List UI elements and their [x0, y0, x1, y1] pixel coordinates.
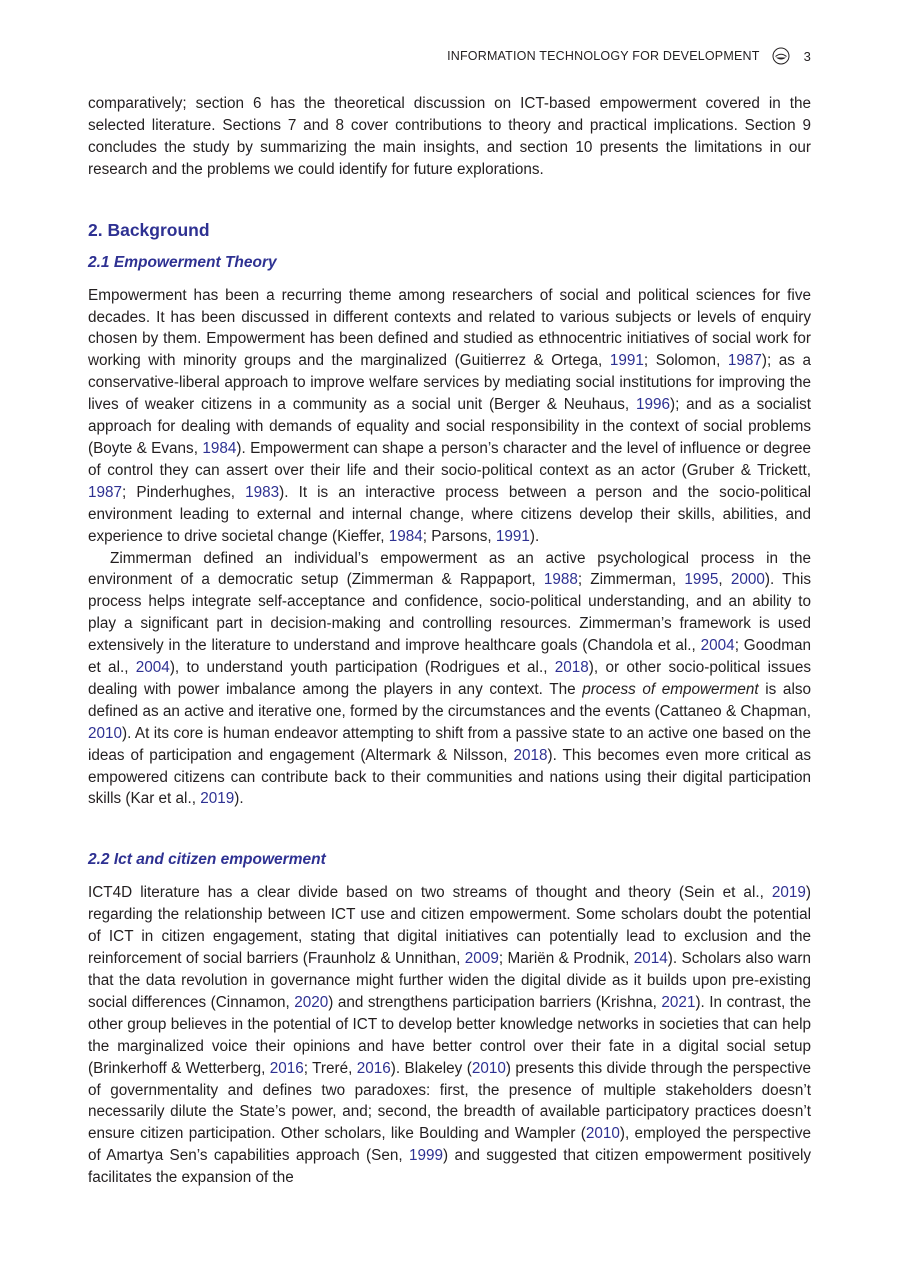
citation-link[interactable]: 2016	[269, 1059, 304, 1077]
text-run: ). In contrast, the other group believes in the potential of ICT to develop better knowledge networks in societies that can help the marginalized voice their opinions and have better control over their fate in a digital social setup (Brinkerhoff & Wetterberg,	[88, 993, 811, 1077]
paragraph	[88, 882, 811, 1189]
text-run: ); as a conservative-liberal approach to improve welfare services by mediating social institutions for improving the lives of weaker citizens in a community as a social unit (Berger & Neuhaus,	[88, 352, 812, 414]
text-run: ). At its core is human endeavor attempting to shift from a passive state to an active one based on the ideas of participation and engagement (Altermark & Nilsson,	[88, 724, 811, 764]
citation-link[interactable]: 1987	[727, 352, 762, 370]
section-heading: 2. Background	[88, 219, 210, 240]
citation-link[interactable]: 1988	[543, 571, 578, 589]
citation-link[interactable]: 2021	[661, 993, 696, 1011]
text-run: ; Parsons,	[422, 527, 496, 545]
text-run: ; Treré,	[303, 1059, 357, 1077]
citation-link[interactable]: 1991	[609, 352, 644, 370]
citation-link[interactable]: 2019	[200, 790, 235, 808]
citation-link[interactable]: 1983	[245, 483, 280, 501]
citation-link[interactable]: 1995	[684, 571, 719, 589]
text-run: ; Solomon,	[643, 352, 728, 370]
text-run: ), employed the perspective of Amartya Sen’s capabilities approach (Sen,	[88, 1125, 811, 1165]
text-run: ).	[234, 790, 244, 808]
journal-title: INFORMATION TECHNOLOGY FOR DEVELOPMENT	[447, 49, 760, 63]
citation-link[interactable]: 2010	[471, 1059, 506, 1077]
text-run: ; Goodman et al.,	[88, 637, 811, 677]
citation-link[interactable]: 2020	[294, 993, 329, 1011]
citation-link[interactable]: 2018	[554, 659, 589, 677]
intro-paragraph: comparatively; section 6 has the theoretical discussion on ICT-based empowerment covered in the selected literature. Sections 7 and 8 cover contributions to theory and practical implications. Section 9 concludes the study by summarizing the main insights, and section 10 presents the limitations in our research and the problems we could identify for future explorations.	[88, 95, 811, 178]
citation-link[interactable]: 1999	[408, 1147, 443, 1165]
journal-logo-icon	[772, 47, 790, 65]
text-run: ; Pinderhughes,	[122, 483, 246, 501]
subsection-heading-empowerment-theory: 2.1 Empowerment Theory	[88, 253, 277, 271]
citation-link[interactable]: 1987	[88, 483, 123, 501]
text-run: ).	[529, 527, 540, 545]
text-run: ; Zimmerman,	[577, 571, 685, 589]
citation-link[interactable]: 1984	[202, 439, 237, 457]
paragraph	[88, 548, 811, 811]
text-run: ) presents this divide through the perspective of governmentality and defines two paradoxes: first, the presence of multiple stakeholders doesn’t necessarily dilute the State’s power, and; second, the breadth of available participatory practices doesn’t ensure citizen participation. Other scholars, like Boulding and Wampler (	[88, 1059, 812, 1143]
citation-link[interactable]: 2019	[771, 884, 806, 902]
text-run: Zimmerman defined an individual’s empowerment as an active psychological process in the environment of a democratic setup (Zimmerman & Rappaport,	[88, 549, 811, 589]
text-run: ) regarding the relationship between ICT use and citizen empowerment. Some scholars doubt the potential of ICT in citizen engagement, stating that digital initiatives can potentially lead to exclusion and the reinforcement of social barriers (Fraunholz & Unnithan,	[88, 884, 811, 968]
citation-link[interactable]: 2000	[730, 571, 765, 589]
text-run: ), to understand youth participation (Rodrigues et al.,	[169, 659, 555, 677]
running-header	[447, 47, 811, 65]
article-body	[88, 93, 811, 1189]
citation-link[interactable]: 2014	[633, 950, 668, 968]
paragraph	[88, 285, 811, 548]
citation-link[interactable]: 1996	[635, 396, 670, 414]
text-run: ). This process helps integrate self-acceptance and confidence, socio-political understanding, and an ability to play a significant part in decision-making and controlling resources. Zimmerman’s framework is used extensively in the literature to understand and improve healthcare goals (Chandola et al.,	[88, 571, 812, 655]
citation-link[interactable]: 2004	[135, 659, 170, 677]
text-run: ). Blakeley (	[390, 1059, 472, 1077]
citation-link[interactable]: 2009	[464, 950, 499, 968]
emphasized-term: process of empowerment	[582, 680, 759, 698]
text-run: ,	[718, 571, 731, 589]
text-run: ). Empowerment can shape a person’s character and the level of influence or degree of control they can assert over their life and their socio-political context as an actor (Gruber & Trickett,	[88, 439, 811, 479]
citation-link[interactable]: 1984	[388, 527, 423, 545]
text-run: ICT4D literature has a clear divide based on two streams of thought and theory (Sein et al.,	[88, 884, 772, 902]
subsection-heading-ict-empowerment: 2.2 Ict and citizen empowerment	[88, 851, 326, 869]
text-run: ). It is an interactive process between a person and the socio-political environment leading to external and internal change, where citizens develop their skills, abilities, and experience to drive societal change (Kieffer,	[88, 483, 811, 545]
text-run: ; Mariën & Prodnik,	[498, 950, 634, 968]
text-run: ) and suggested that citizen empowerment positively facilitates the expansion of the	[88, 1147, 811, 1187]
citation-link[interactable]: 2010	[585, 1125, 620, 1143]
text-run: ). This becomes even more critical as empowered citizens can contribute back to their communities and nations using their digital participation skills (Kar et al.,	[88, 746, 812, 808]
page-number: 3	[803, 48, 811, 64]
text-run: ), or other socio-political issues dealing with power imbalance among the players in any context. The	[88, 659, 811, 698]
text-run: ); and as a socialist approach for dealing with demands of equality and social responsibility in the context of social problems (Boyte & Evans,	[88, 396, 811, 457]
citation-link[interactable]: 2004	[700, 637, 735, 655]
text-run: ) and strengthens participation barriers (Krishna,	[328, 993, 662, 1011]
text-run: is also defined as an active and iterative one, formed by the circumstances and the events (Cattaneo & Chapman,	[88, 680, 811, 720]
text-run: ). Scholars also warn that the data revolution in governance might further widen the digital divide as it builds upon pre-existing social differences (Cinnamon,	[88, 950, 812, 1011]
citation-link[interactable]: 2010	[88, 724, 123, 742]
citation-link[interactable]: 1991	[495, 527, 530, 545]
citation-link[interactable]: 2018	[513, 746, 548, 764]
text-run: Empowerment has been a recurring theme among researchers of social and political sciences for five decades. It has been discussed in different contexts and related to various subjects or levels of enquiry chosen by them. Empowerment has been defined and studied as ethnocentric initiatives of social work for working with minority groups and the marginalized (Guitierrez & Ortega,	[88, 286, 811, 370]
citation-link[interactable]: 2016	[356, 1059, 391, 1077]
